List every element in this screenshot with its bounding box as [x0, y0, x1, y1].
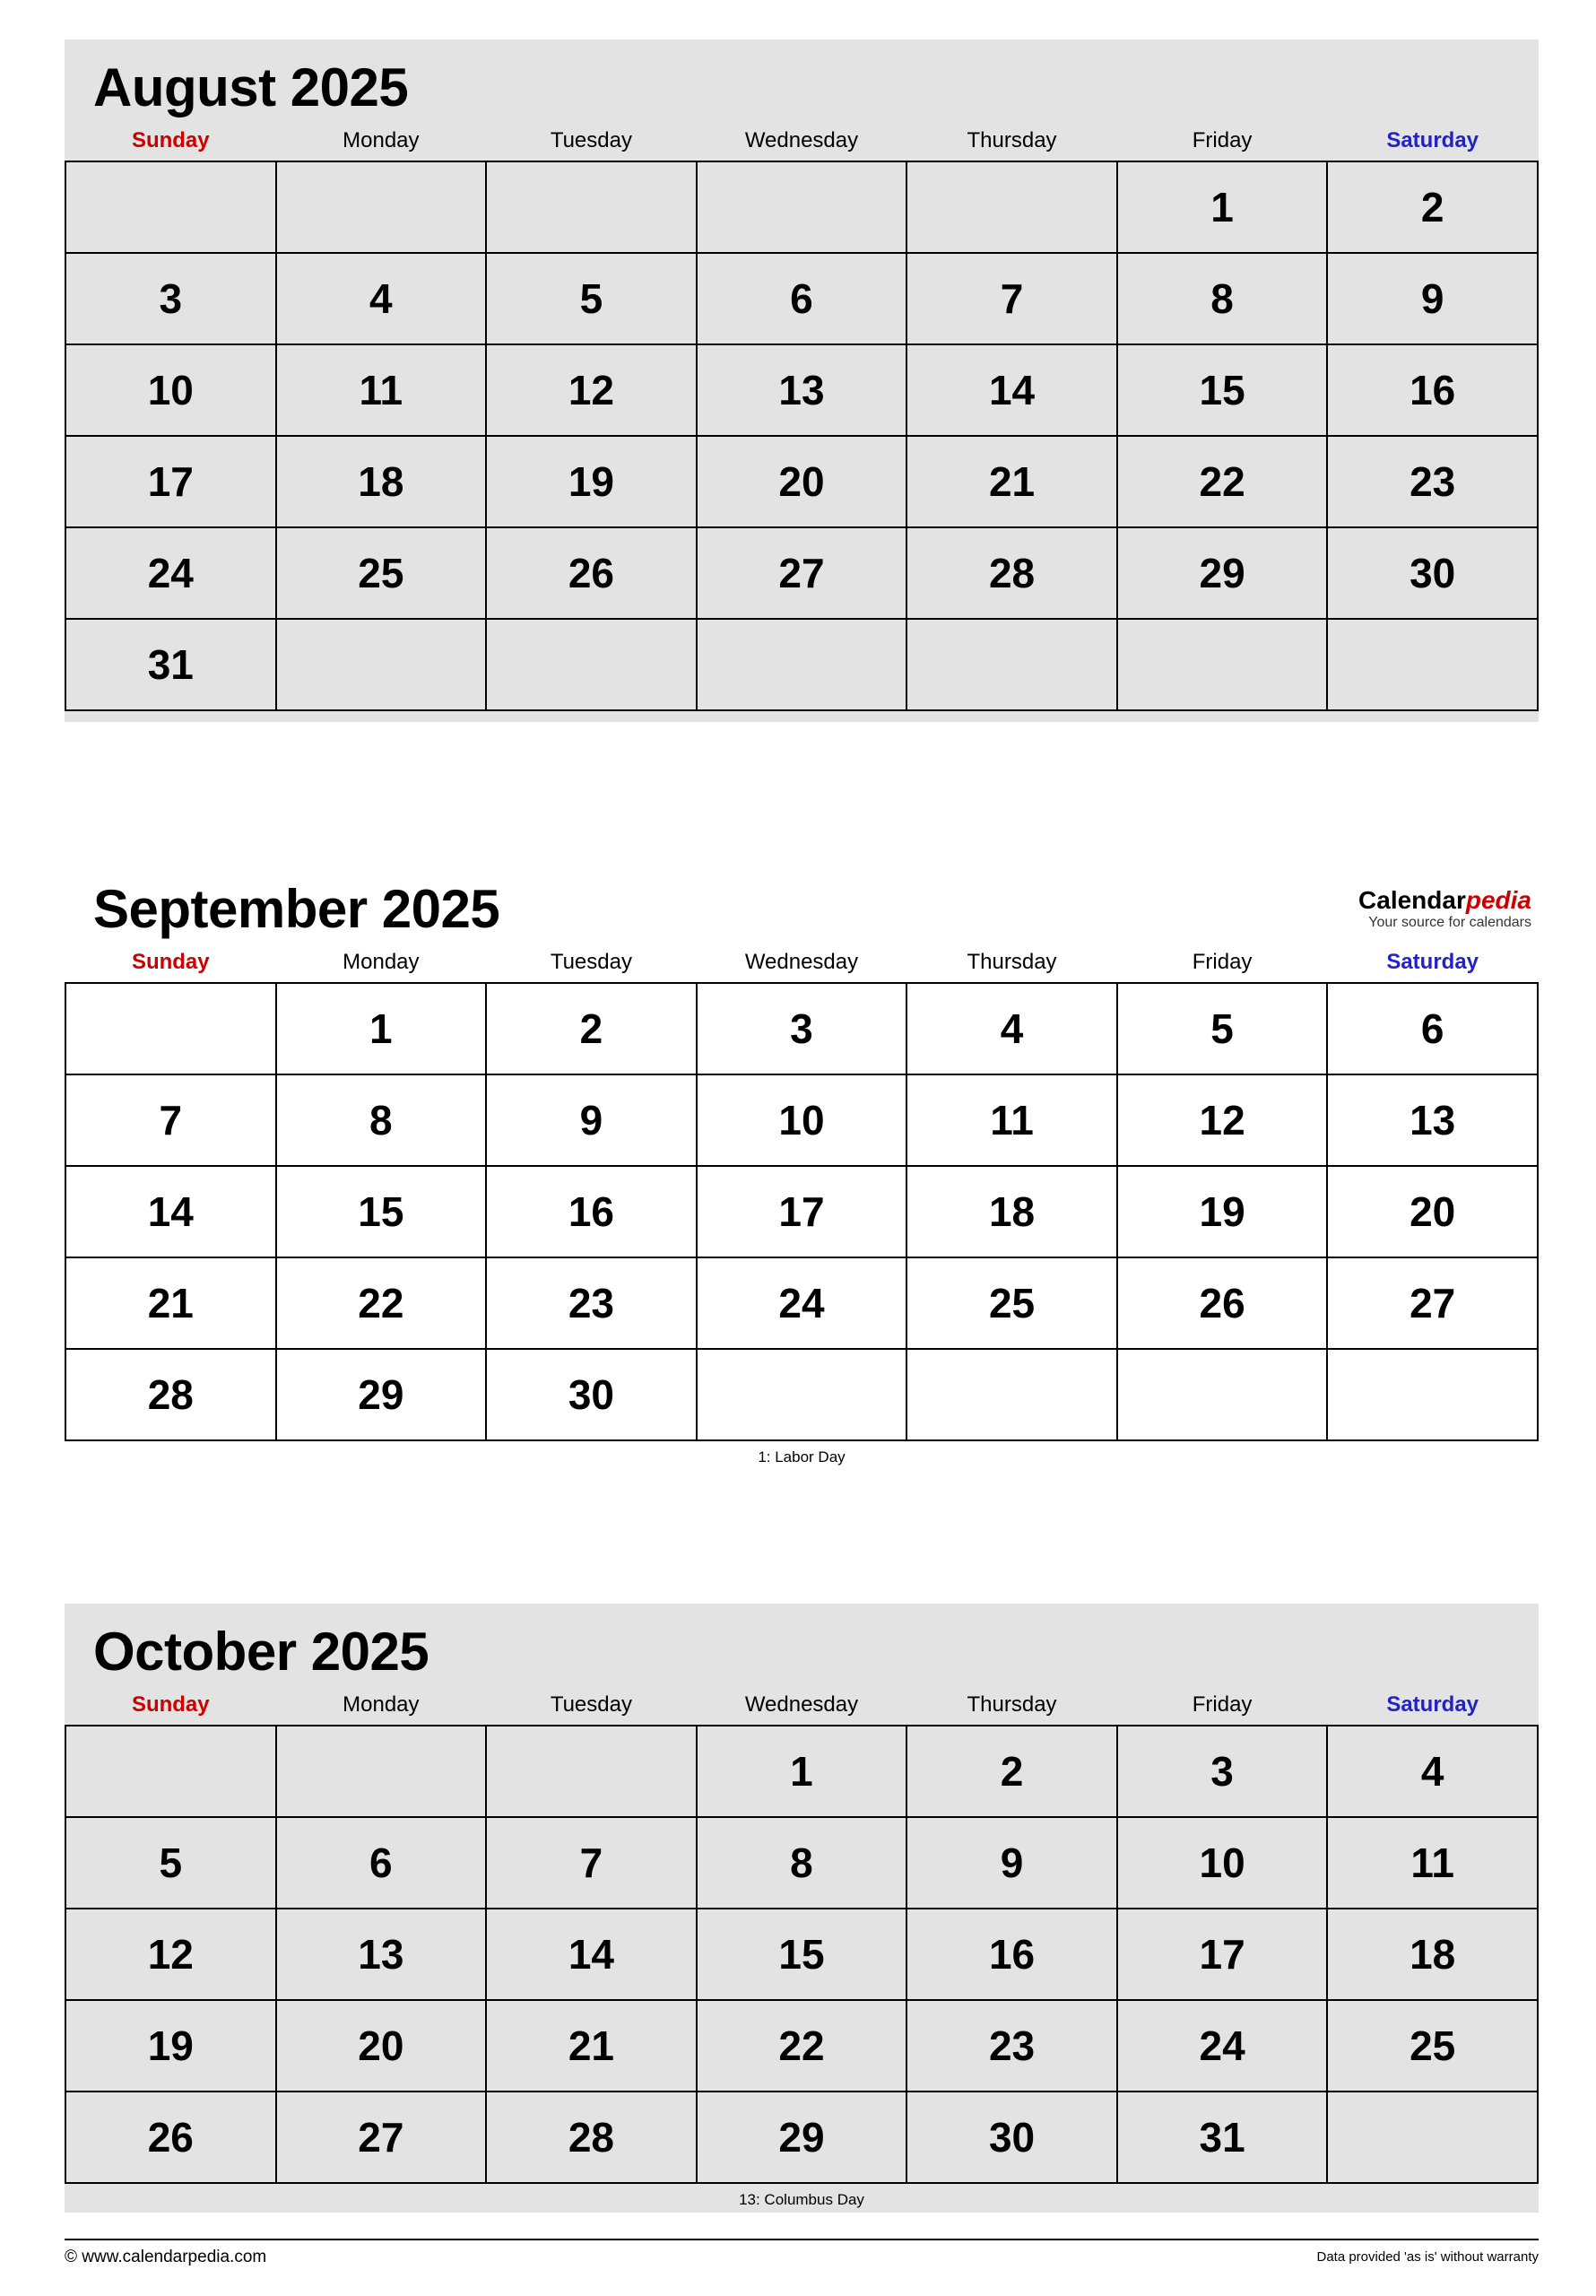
calendar-day-cell[interactable]: 29 — [697, 2092, 907, 2183]
calendar-day-cell[interactable]: 30 — [486, 1349, 697, 1440]
calendar-day-cell[interactable]: 9 — [1327, 253, 1538, 344]
calendar-day-cell[interactable]: 15 — [697, 1909, 907, 2000]
weekday-sunday: Sunday — [131, 950, 210, 974]
weekday-thursday: Thursday — [967, 1692, 1057, 1717]
calendar-week-row — [65, 1074, 1538, 1166]
calendar-day-cell[interactable]: 2 — [906, 1726, 1117, 1817]
calendar-day-cell[interactable]: 9 — [906, 1817, 1117, 1909]
calendar-day-cell[interactable]: 12 — [486, 344, 697, 436]
month-block-september — [65, 861, 1539, 1470]
weekday-monday: Monday — [343, 128, 420, 152]
calendar-day-cell[interactable]: 16 — [906, 1909, 1117, 2000]
calendar-day-cell[interactable]: 28 — [486, 2092, 697, 2183]
page-footer — [65, 2239, 1539, 2273]
footer-copyright: © www.calendarpedia.com — [65, 2248, 267, 2266]
calendar-day-cell[interactable]: 13 — [276, 1909, 487, 2000]
calendar-day-cell[interactable]: 15 — [1117, 344, 1328, 436]
calendar-day-cell[interactable]: 23 — [906, 2000, 1117, 2092]
calendar-day-cell[interactable]: 13 — [697, 344, 907, 436]
calendar-empty-cell — [697, 1349, 907, 1440]
calendar-day-cell[interactable]: 22 — [1117, 436, 1328, 527]
calendar-day-cell[interactable]: 20 — [697, 436, 907, 527]
weekday-sunday: Sunday — [131, 1692, 210, 1717]
calendar-day-cell[interactable]: 20 — [1327, 1166, 1538, 1257]
calendar-day-cell[interactable]: 1 — [276, 983, 487, 1074]
weekday-header-row — [65, 1689, 1538, 1726]
month-title-september: September 2025 — [93, 879, 500, 939]
calendar-day-cell[interactable]: 14 — [65, 1166, 276, 1257]
weekday-friday: Friday — [1192, 128, 1253, 152]
calendar-day-cell[interactable]: 31 — [1117, 2092, 1328, 2183]
weekday-tuesday: Tuesday — [550, 128, 632, 152]
calendar-day-cell[interactable]: 24 — [65, 527, 276, 619]
calendar-week-row — [65, 1257, 1538, 1349]
calendar-day-cell[interactable]: 21 — [486, 2000, 697, 2092]
calendar-day-cell[interactable]: 9 — [486, 1074, 697, 1166]
calendar-empty-cell — [1117, 1349, 1328, 1440]
calendar-day-cell[interactable]: 6 — [697, 253, 907, 344]
calendar-body-august — [65, 161, 1538, 710]
calendar-day-cell[interactable]: 1 — [1117, 161, 1328, 253]
calendar-day-cell[interactable]: 27 — [1327, 1257, 1538, 1349]
weekday-header-row — [65, 125, 1538, 161]
calendar-day-cell[interactable]: 6 — [276, 1817, 487, 1909]
calendar-day-cell[interactable]: 10 — [65, 344, 276, 436]
calendar-empty-cell — [276, 619, 487, 710]
calendar-week-row — [65, 1909, 1538, 2000]
calendar-day-cell[interactable]: 4 — [276, 253, 487, 344]
calendar-day-cell[interactable]: 23 — [1327, 436, 1538, 527]
calendar-day-cell[interactable]: 10 — [697, 1074, 907, 1166]
calendar-day-cell[interactable]: 16 — [486, 1166, 697, 1257]
calendar-body-october — [65, 1726, 1538, 2183]
calendar-day-cell[interactable]: 6 — [1327, 983, 1538, 1074]
calendar-day-cell[interactable]: 7 — [65, 1074, 276, 1166]
calendar-day-cell[interactable]: 8 — [276, 1074, 487, 1166]
calendar-day-cell[interactable]: 17 — [1117, 1909, 1328, 2000]
weekday-wednesday: Wednesday — [744, 950, 859, 974]
calendar-day-cell[interactable]: 21 — [65, 1257, 276, 1349]
month-title-august: August 2025 — [93, 57, 409, 117]
calendar-day-cell[interactable]: 29 — [276, 1349, 487, 1440]
weekday-thursday: Thursday — [967, 950, 1057, 974]
month-title-october: October 2025 — [93, 1622, 429, 1682]
calendar-day-cell[interactable]: 5 — [65, 1817, 276, 1909]
calendar-week-row — [65, 619, 1538, 710]
calendar-day-cell[interactable]: 24 — [1117, 2000, 1328, 2092]
calendar-empty-cell — [486, 1726, 697, 1817]
weekday-wednesday: Wednesday — [744, 128, 859, 152]
calendar-day-cell[interactable]: 31 — [65, 619, 276, 710]
calendar-day-cell[interactable]: 15 — [276, 1166, 487, 1257]
brand-name-part2: pedia — [1465, 886, 1531, 914]
calendar-day-cell[interactable]: 8 — [1117, 253, 1328, 344]
weekday-saturday: Saturday — [1386, 1692, 1479, 1717]
calendar-empty-cell — [65, 983, 276, 1074]
weekday-monday: Monday — [343, 1692, 420, 1717]
brand-name-part1: Calendar — [1358, 886, 1466, 914]
calendar-day-cell[interactable]: 19 — [486, 436, 697, 527]
calendar-day-cell[interactable]: 26 — [65, 2092, 276, 2183]
calendar-week-row — [65, 161, 1538, 253]
weekday-thursday: Thursday — [967, 128, 1057, 152]
calendar-day-cell[interactable]: 11 — [276, 344, 487, 436]
calendar-empty-cell — [486, 161, 697, 253]
calendar-week-row — [65, 1726, 1538, 1817]
calendar-week-row — [65, 2092, 1538, 2183]
calendar-week-row — [65, 2000, 1538, 2092]
calendar-empty-cell — [1327, 619, 1538, 710]
calendar-day-cell[interactable]: 28 — [65, 1349, 276, 1440]
calendar-empty-cell — [906, 161, 1117, 253]
calendar-day-cell[interactable]: 4 — [1327, 1726, 1538, 1817]
calendar-day-cell[interactable]: 21 — [906, 436, 1117, 527]
calendar-day-cell[interactable]: 27 — [697, 527, 907, 619]
weekday-tuesday: Tuesday — [550, 1692, 632, 1717]
calendar-grid-september — [65, 946, 1539, 1441]
weekday-tuesday: Tuesday — [550, 950, 632, 974]
calendar-grid-october — [65, 1689, 1539, 2184]
calendar-day-cell[interactable]: 12 — [65, 1909, 276, 2000]
calendar-empty-cell — [697, 161, 907, 253]
calendar-day-cell[interactable]: 12 — [1117, 1074, 1328, 1166]
calendar-day-cell[interactable]: 30 — [906, 2092, 1117, 2183]
calendar-day-cell[interactable]: 19 — [1117, 1166, 1328, 1257]
calendar-day-cell[interactable]: 27 — [276, 2092, 487, 2183]
calendar-day-cell[interactable]: 28 — [906, 527, 1117, 619]
weekday-sunday: Sunday — [131, 128, 210, 152]
calendar-day-cell[interactable]: 3 — [65, 253, 276, 344]
weekday-saturday: Saturday — [1386, 950, 1479, 974]
brand-tagline: Your source for calendars — [1368, 915, 1531, 931]
calendar-day-cell[interactable]: 20 — [276, 2000, 487, 2092]
weekday-friday: Friday — [1192, 1692, 1253, 1717]
calendar-day-cell[interactable]: 17 — [697, 1166, 907, 1257]
calendar-day-cell[interactable]: 25 — [1327, 2000, 1538, 2092]
calendar-grid-august — [65, 125, 1539, 711]
calendar-day-cell[interactable]: 18 — [906, 1166, 1117, 1257]
calendar-empty-cell — [276, 161, 487, 253]
calendar-empty-cell — [906, 619, 1117, 710]
weekday-header-row — [65, 946, 1538, 983]
footer-disclaimer: Data provided 'as is' without warranty — [1316, 2249, 1539, 2265]
calendar-empty-cell — [1117, 619, 1328, 710]
weekday-saturday: Saturday — [1386, 128, 1479, 152]
calendar-day-cell[interactable]: 22 — [276, 1257, 487, 1349]
calendar-day-cell[interactable]: 13 — [1327, 1074, 1538, 1166]
calendar-day-cell[interactable]: 25 — [906, 1257, 1117, 1349]
calendar-day-cell[interactable]: 14 — [906, 344, 1117, 436]
calendar-week-row — [65, 253, 1538, 344]
calendar-day-cell[interactable]: 8 — [697, 1817, 907, 1909]
calendar-week-row — [65, 983, 1538, 1074]
calendar-empty-cell — [65, 1726, 276, 1817]
calendar-week-row — [65, 436, 1538, 527]
calendar-day-cell[interactable]: 7 — [486, 1817, 697, 1909]
calendar-day-cell[interactable]: 17 — [65, 436, 276, 527]
calendar-week-row — [65, 527, 1538, 619]
calendar-day-cell[interactable]: 3 — [1117, 1726, 1328, 1817]
calendar-day-cell[interactable]: 16 — [1327, 344, 1538, 436]
weekday-monday: Monday — [343, 950, 420, 974]
calendar-day-cell[interactable]: 29 — [1117, 527, 1328, 619]
calendar-day-cell[interactable]: 11 — [906, 1074, 1117, 1166]
calendar-day-cell[interactable]: 26 — [486, 527, 697, 619]
calendar-week-row — [65, 344, 1538, 436]
calendar-day-cell[interactable]: 30 — [1327, 527, 1538, 619]
calendar-week-row — [65, 1817, 1538, 1909]
calendar-day-cell[interactable]: 10 — [1117, 1817, 1328, 1909]
month-block-october — [65, 1604, 1539, 2213]
month-notes-august — [65, 711, 1539, 722]
calendar-day-cell[interactable]: 19 — [65, 2000, 276, 2092]
calendar-day-cell[interactable]: 5 — [1117, 983, 1328, 1074]
calendar-day-cell[interactable]: 18 — [1327, 1909, 1538, 2000]
month-block-august — [65, 39, 1539, 722]
calendar-empty-cell — [906, 1349, 1117, 1440]
calendar-day-cell[interactable]: 22 — [697, 2000, 907, 2092]
calendar-empty-cell — [276, 1726, 487, 1817]
calendar-day-cell[interactable]: 3 — [697, 983, 907, 1074]
calendar-day-cell[interactable]: 23 — [486, 1257, 697, 1349]
calendar-day-cell[interactable]: 14 — [486, 1909, 697, 2000]
calendar-empty-cell — [1327, 1349, 1538, 1440]
calendar-body-september — [65, 983, 1538, 1440]
calendar-empty-cell — [486, 619, 697, 710]
calendar-day-cell[interactable]: 5 — [486, 253, 697, 344]
month-notes-october: 13: Columbus Day — [739, 2191, 864, 2208]
calendar-day-cell[interactable]: 24 — [697, 1257, 907, 1349]
calendar-week-row — [65, 1166, 1538, 1257]
calendar-day-cell[interactable]: 1 — [697, 1726, 907, 1817]
calendar-day-cell[interactable]: 2 — [1327, 161, 1538, 253]
calendar-empty-cell — [697, 619, 907, 710]
calendar-day-cell[interactable]: 26 — [1117, 1257, 1328, 1349]
calendar-empty-cell — [65, 161, 276, 253]
calendar-day-cell[interactable]: 18 — [276, 436, 487, 527]
calendar-day-cell[interactable]: 11 — [1327, 1817, 1538, 1909]
weekday-wednesday: Wednesday — [744, 1692, 859, 1717]
brand-logo — [1358, 886, 1531, 932]
calendar-day-cell[interactable]: 25 — [276, 527, 487, 619]
calendar-day-cell[interactable]: 2 — [486, 983, 697, 1074]
brand-name — [1358, 886, 1531, 915]
calendar-empty-cell — [1327, 2092, 1538, 2183]
month-notes-september: 1: Labor Day — [758, 1448, 846, 1465]
calendar-day-cell[interactable]: 7 — [906, 253, 1117, 344]
calendar-day-cell[interactable]: 4 — [906, 983, 1117, 1074]
weekday-friday: Friday — [1192, 950, 1253, 974]
calendar-week-row — [65, 1349, 1538, 1440]
